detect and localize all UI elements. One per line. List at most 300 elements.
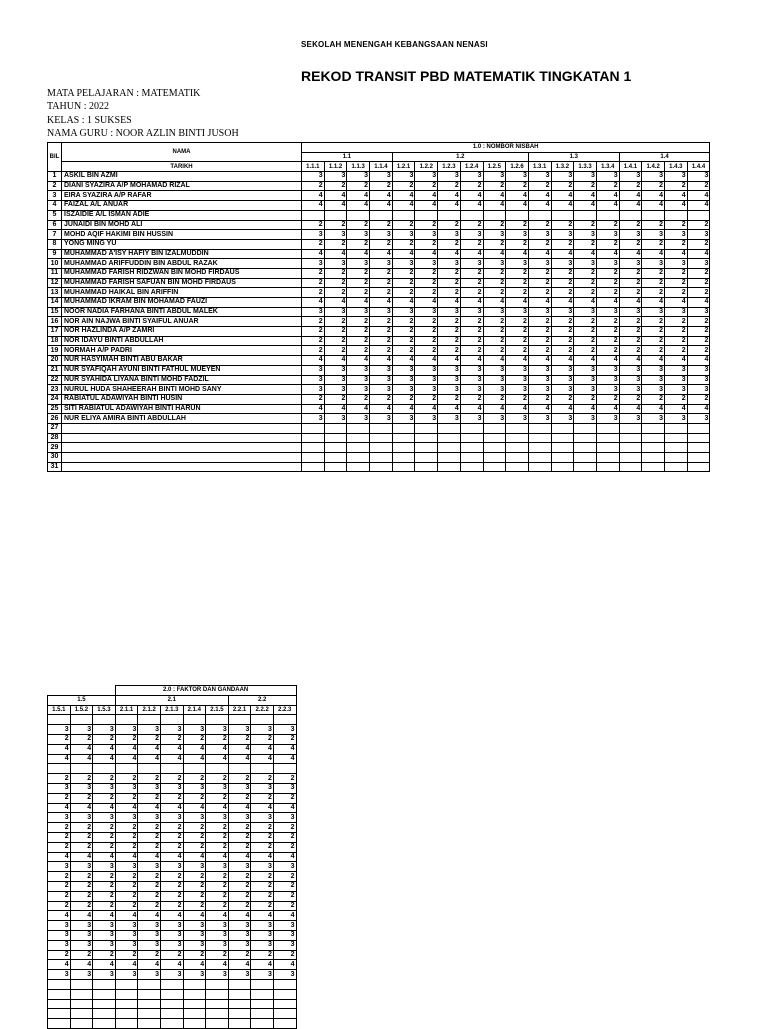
score-cell (70, 1019, 93, 1029)
score-cell: 3 (370, 385, 393, 395)
score-cell: 2 (324, 181, 347, 191)
score-cell: 2 (642, 346, 665, 356)
score-cell: 3 (347, 172, 370, 182)
student-row (48, 404, 710, 414)
score-cell: 2 (551, 394, 574, 404)
score-cell (506, 443, 529, 453)
score-cell (138, 715, 161, 725)
score-cell: 2 (70, 774, 93, 784)
student-number: 29 (48, 443, 62, 453)
score-cell: 2 (228, 774, 251, 784)
score-cell: 4 (70, 852, 93, 862)
score-cell: 2 (665, 268, 688, 278)
score-cell: 2 (93, 823, 116, 833)
score-cell: 3 (273, 940, 296, 950)
score-cell (528, 462, 551, 472)
score-cell: 4 (460, 404, 483, 414)
score-cell: 2 (528, 278, 551, 288)
school-name: SEKOLAH MENENGAH KEBANGSAAN NENASI (301, 40, 488, 49)
student-name: NUR SYAFIQAH AYUNI BINTI FATHUL MUEYEN (62, 365, 302, 375)
student-name: FAIZAL A/L ANUAR (62, 201, 302, 211)
score-cell: 4 (596, 298, 619, 308)
score-cell: 3 (506, 307, 529, 317)
score-cell (251, 764, 274, 774)
score-cell: 4 (302, 191, 325, 201)
score-cell (160, 1019, 183, 1029)
score-cell: 4 (251, 803, 274, 813)
score-cell: 4 (302, 249, 325, 259)
score-cell: 3 (115, 970, 138, 980)
score-cell (251, 989, 274, 999)
score-cell: 4 (415, 356, 438, 366)
student-number: 17 (48, 327, 62, 337)
spacer-row (48, 715, 297, 725)
score-cell: 2 (251, 832, 274, 842)
score-cell: 2 (483, 394, 506, 404)
score-cell: 2 (483, 220, 506, 230)
student-row (48, 744, 297, 754)
score-cell: 2 (206, 891, 229, 901)
student-name: ISZAIDIE A/L ISMAN ADIE (62, 210, 302, 220)
score-cell: 4 (138, 803, 161, 813)
subtopic-header: 2.2.3 (273, 705, 296, 715)
student-row (48, 365, 710, 375)
subtopic-header: 1.2.2 (415, 162, 438, 172)
score-cell: 4 (115, 960, 138, 970)
score-cell: 3 (392, 307, 415, 317)
score-cell: 2 (438, 327, 461, 337)
score-cell: 2 (642, 336, 665, 346)
student-number: 11 (48, 268, 62, 278)
score-cell (483, 453, 506, 463)
score-cell: 3 (460, 414, 483, 424)
score-cell: 2 (438, 239, 461, 249)
score-cell (138, 1019, 161, 1029)
subtopic-header: 2.1.4 (183, 705, 206, 715)
score-cell: 2 (183, 793, 206, 803)
score-cell: 2 (273, 774, 296, 784)
score-cell: 2 (183, 823, 206, 833)
score-cell: 2 (183, 774, 206, 784)
score-cell: 4 (506, 404, 529, 414)
score-cell: 2 (251, 734, 274, 744)
score-cell: 4 (206, 852, 229, 862)
score-cell: 4 (93, 911, 116, 921)
score-cell: 2 (273, 950, 296, 960)
score-cell: 3 (115, 783, 138, 793)
score-cell: 2 (370, 346, 393, 356)
score-cell: 3 (183, 930, 206, 940)
score-cell: 4 (273, 911, 296, 921)
score-cell: 2 (596, 288, 619, 298)
subtopic-header: 1.2.6 (506, 162, 529, 172)
score-cell: 2 (273, 842, 296, 852)
score-cell: 4 (551, 404, 574, 414)
score-cell: 2 (93, 891, 116, 901)
page-title: REKOD TRANSIT PBD MATEMATIK TINGKATAN 1 (301, 68, 632, 84)
score-cell: 3 (115, 862, 138, 872)
score-cell (347, 453, 370, 463)
score-cell: 2 (619, 220, 642, 230)
score-cell: 2 (665, 181, 688, 191)
student-name (62, 423, 302, 433)
score-cell: 4 (642, 356, 665, 366)
score-cell: 3 (115, 813, 138, 823)
score-cell: 2 (347, 336, 370, 346)
score-cell: 3 (324, 385, 347, 395)
score-cell: 4 (160, 911, 183, 921)
student-row (48, 443, 710, 453)
score-cell: 2 (619, 268, 642, 278)
score-cell: 2 (183, 872, 206, 882)
score-cell: 3 (93, 970, 116, 980)
score-cell: 4 (93, 744, 116, 754)
student-number: 3 (48, 191, 62, 201)
header-row-subtopics (48, 705, 297, 715)
student-name: MUHAMMAD FARISH SAFUAN BIN MOHD FIRDAUS (62, 278, 302, 288)
score-cell (574, 453, 597, 463)
score-cell: 2 (665, 239, 688, 249)
score-cell: 2 (642, 268, 665, 278)
score-cell (324, 423, 347, 433)
score-cell: 2 (415, 220, 438, 230)
score-cell (115, 989, 138, 999)
student-row (48, 307, 710, 317)
score-cell: 2 (228, 881, 251, 891)
score-cell: 2 (665, 346, 688, 356)
score-cell: 3 (642, 230, 665, 240)
score-cell (228, 1009, 251, 1019)
score-cell (115, 764, 138, 774)
score-cell: 3 (528, 375, 551, 385)
score-cell: 2 (392, 268, 415, 278)
score-cell: 4 (392, 298, 415, 308)
student-row (48, 433, 710, 443)
student-name: RABIATUL ADAWIYAH BINTI HUSIN (62, 394, 302, 404)
score-cell: 2 (251, 842, 274, 852)
score-cell: 2 (347, 239, 370, 249)
score-cell: 2 (48, 842, 71, 852)
student-number: 6 (48, 220, 62, 230)
student-number: 20 (48, 356, 62, 366)
score-cell: 2 (460, 268, 483, 278)
score-cell (48, 999, 71, 1009)
score-cell: 3 (642, 365, 665, 375)
score-cell: 3 (273, 862, 296, 872)
score-cell (70, 989, 93, 999)
score-cell: 4 (324, 191, 347, 201)
score-cell: 3 (347, 230, 370, 240)
score-cell: 2 (415, 336, 438, 346)
score-cell: 3 (228, 862, 251, 872)
score-cell: 4 (619, 201, 642, 211)
score-cell: 2 (93, 832, 116, 842)
student-name: NUR SYAHIDA LIYANA BINTI MOHD FADZIL (62, 375, 302, 385)
score-cell: 3 (93, 940, 116, 950)
score-cell: 2 (48, 832, 71, 842)
score-cell: 3 (506, 230, 529, 240)
score-cell: 2 (574, 288, 597, 298)
score-cell: 2 (392, 239, 415, 249)
score-cell: 4 (596, 249, 619, 259)
score-cell: 3 (415, 259, 438, 269)
score-cell: 3 (183, 940, 206, 950)
group-header: 1.1 (302, 152, 393, 162)
score-cell (273, 715, 296, 725)
score-cell: 3 (528, 307, 551, 317)
score-cell: 4 (596, 404, 619, 414)
score-cell: 2 (228, 734, 251, 744)
score-cell: 2 (596, 239, 619, 249)
score-cell: 4 (551, 298, 574, 308)
score-cell: 3 (48, 862, 71, 872)
score-cell: 2 (228, 872, 251, 882)
score-cell: 2 (392, 181, 415, 191)
score-cell: 3 (596, 259, 619, 269)
score-cell: 4 (687, 298, 710, 308)
score-cell: 3 (665, 414, 688, 424)
student-row (48, 423, 710, 433)
score-cell: 3 (642, 385, 665, 395)
score-cell: 2 (619, 239, 642, 249)
score-cell: 2 (115, 842, 138, 852)
score-cell: 2 (392, 220, 415, 230)
student-name: MUHAMMAD HAIKAL BIN ARIFFIN (62, 288, 302, 298)
student-number: 28 (48, 433, 62, 443)
score-table-topic-1 (47, 142, 710, 472)
score-cell: 3 (347, 375, 370, 385)
student-row (48, 346, 710, 356)
score-cell (596, 423, 619, 433)
subtopic-header: 1.1.1 (302, 162, 325, 172)
score-cell: 2 (415, 181, 438, 191)
score-cell (206, 764, 229, 774)
score-cell: 2 (115, 823, 138, 833)
score-cell (70, 979, 93, 989)
score-cell (228, 979, 251, 989)
score-cell: 2 (70, 950, 93, 960)
student-number: 9 (48, 249, 62, 259)
student-number: 21 (48, 365, 62, 375)
score-table-topic-2 (47, 685, 297, 1029)
score-cell: 2 (642, 327, 665, 337)
score-cell: 3 (438, 307, 461, 317)
score-cell: 2 (115, 891, 138, 901)
score-cell (228, 715, 251, 725)
score-cell: 3 (506, 414, 529, 424)
score-cell: 2 (460, 181, 483, 191)
score-cell: 2 (93, 734, 116, 744)
score-cell: 2 (160, 774, 183, 784)
score-cell: 3 (528, 172, 551, 182)
score-cell: 3 (93, 930, 116, 940)
score-cell: 4 (528, 404, 551, 414)
score-cell: 2 (273, 891, 296, 901)
score-cell: 4 (160, 852, 183, 862)
score-cell (642, 462, 665, 472)
student-row (48, 832, 297, 842)
score-cell: 2 (324, 336, 347, 346)
score-cell (528, 210, 551, 220)
score-cell: 3 (183, 970, 206, 980)
score-cell: 3 (483, 259, 506, 269)
score-cell (115, 1009, 138, 1019)
score-cell: 2 (619, 336, 642, 346)
score-cell (665, 210, 688, 220)
score-cell (370, 433, 393, 443)
score-cell: 4 (483, 356, 506, 366)
student-row (48, 950, 297, 960)
score-cell: 2 (93, 872, 116, 882)
score-cell (642, 443, 665, 453)
score-cell (273, 764, 296, 774)
score-cell: 3 (619, 365, 642, 375)
score-cell: 2 (483, 268, 506, 278)
score-cell: 2 (93, 793, 116, 803)
score-cell: 3 (93, 725, 116, 735)
student-number: 31 (48, 462, 62, 472)
score-cell (506, 462, 529, 472)
score-cell: 3 (251, 862, 274, 872)
score-cell: 4 (115, 803, 138, 813)
score-cell (48, 1009, 71, 1019)
score-cell (251, 1019, 274, 1029)
score-cell: 4 (206, 803, 229, 813)
score-cell: 2 (183, 950, 206, 960)
score-cell: 3 (665, 375, 688, 385)
student-row (48, 979, 297, 989)
score-cell (273, 1009, 296, 1019)
score-cell: 4 (251, 754, 274, 764)
score-cell: 3 (460, 375, 483, 385)
score-cell: 4 (415, 191, 438, 201)
score-cell: 3 (302, 230, 325, 240)
student-row (48, 774, 297, 784)
score-cell: 2 (483, 181, 506, 191)
tarikh-header: TARIKH (62, 162, 302, 172)
score-cell: 4 (619, 298, 642, 308)
student-row (48, 891, 297, 901)
score-cell: 2 (302, 327, 325, 337)
score-cell: 2 (160, 823, 183, 833)
score-cell: 4 (228, 803, 251, 813)
score-cell: 4 (93, 852, 116, 862)
student-row (48, 783, 297, 793)
student-row (48, 394, 710, 404)
score-cell: 2 (228, 842, 251, 852)
score-cell: 2 (324, 268, 347, 278)
score-cell: 3 (551, 414, 574, 424)
score-cell: 2 (551, 317, 574, 327)
score-cell: 4 (574, 201, 597, 211)
score-cell: 2 (160, 891, 183, 901)
score-cell: 2 (574, 181, 597, 191)
score-cell: 2 (506, 317, 529, 327)
score-cell: 2 (93, 881, 116, 891)
score-cell: 3 (228, 813, 251, 823)
score-cell: 2 (574, 327, 597, 337)
score-cell: 3 (160, 813, 183, 823)
score-cell: 4 (347, 356, 370, 366)
student-name: NORMAH A/P PADRI (62, 346, 302, 356)
score-cell: 3 (370, 259, 393, 269)
score-cell: 3 (48, 725, 71, 735)
score-cell: 2 (596, 336, 619, 346)
score-cell: 2 (48, 881, 71, 891)
score-cell (392, 210, 415, 220)
score-cell: 3 (70, 783, 93, 793)
score-cell (483, 443, 506, 453)
subject-label: MATA PELAJARAN : MATEMATIK (47, 88, 201, 99)
score-cell (687, 462, 710, 472)
student-name: DIANI SYAZIRA A/P MOHAMAD RIZAL (62, 181, 302, 191)
score-cell: 3 (665, 172, 688, 182)
score-cell: 2 (642, 239, 665, 249)
score-cell (251, 979, 274, 989)
score-cell: 4 (642, 298, 665, 308)
score-cell (93, 764, 116, 774)
score-cell: 4 (347, 298, 370, 308)
subtopic-header: 1.4.4 (687, 162, 710, 172)
score-cell (138, 764, 161, 774)
score-cell: 2 (370, 317, 393, 327)
student-row (48, 970, 297, 980)
score-cell: 4 (574, 249, 597, 259)
score-cell (183, 715, 206, 725)
score-cell (642, 433, 665, 443)
score-cell (619, 433, 642, 443)
score-cell: 2 (460, 288, 483, 298)
score-cell: 2 (687, 220, 710, 230)
score-cell (347, 462, 370, 472)
score-cell: 3 (687, 259, 710, 269)
score-cell: 3 (506, 385, 529, 395)
score-cell: 4 (183, 960, 206, 970)
score-cell (687, 453, 710, 463)
score-cell: 3 (438, 375, 461, 385)
score-cell: 4 (138, 960, 161, 970)
score-cell: 2 (138, 832, 161, 842)
score-cell: 4 (619, 404, 642, 414)
score-cell (551, 453, 574, 463)
score-cell (183, 979, 206, 989)
score-cell (619, 462, 642, 472)
score-cell: 2 (665, 394, 688, 404)
score-cell: 4 (574, 298, 597, 308)
score-cell (460, 433, 483, 443)
score-cell: 2 (183, 881, 206, 891)
score-cell: 2 (70, 793, 93, 803)
score-cell: 3 (302, 414, 325, 424)
score-cell: 3 (619, 259, 642, 269)
score-cell (642, 453, 665, 463)
score-cell: 4 (206, 744, 229, 754)
score-cell: 2 (160, 872, 183, 882)
score-cell (596, 453, 619, 463)
student-row (48, 940, 297, 950)
score-cell: 3 (551, 307, 574, 317)
student-name (62, 462, 302, 472)
score-cell (438, 210, 461, 220)
score-cell: 4 (687, 356, 710, 366)
score-cell: 4 (392, 201, 415, 211)
score-cell: 3 (48, 930, 71, 940)
score-cell (183, 989, 206, 999)
student-row (48, 725, 297, 735)
score-cell: 3 (483, 307, 506, 317)
score-cell: 2 (574, 220, 597, 230)
score-cell: 2 (48, 872, 71, 882)
